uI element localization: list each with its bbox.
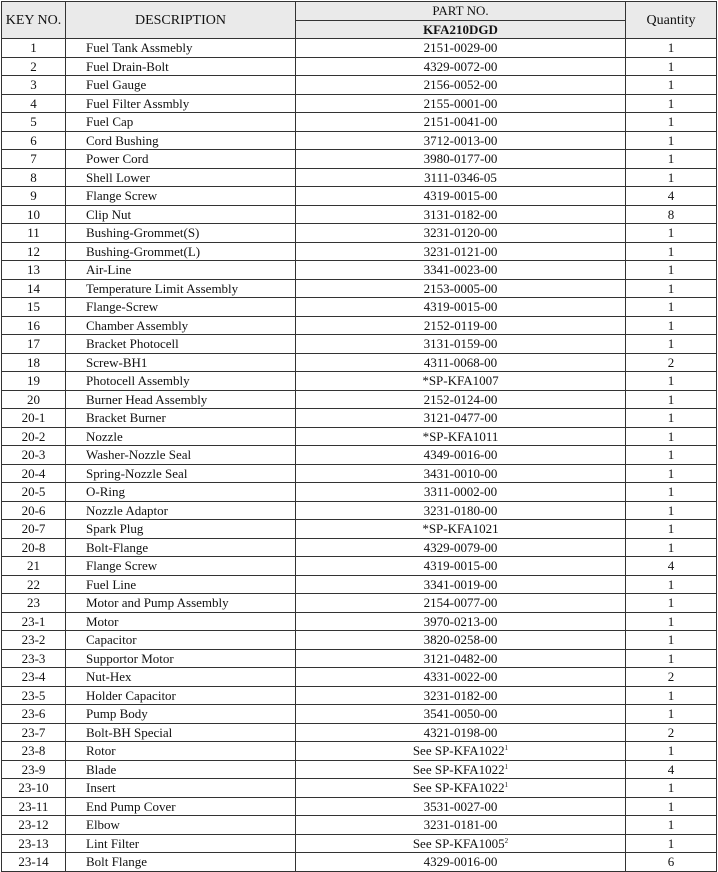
part-no-cell: [296, 723, 626, 742]
part-no-text: 4319-0015-00: [423, 558, 498, 574]
description-cell: Motor: [66, 612, 296, 631]
part-no-cell: [296, 335, 626, 354]
key-no-cell: 20-8: [2, 538, 66, 557]
key-no-cell: 20-6: [2, 501, 66, 520]
part-no-text: 3111-0346-05: [424, 169, 497, 185]
part-no-cell: [296, 298, 626, 317]
table-header: [2, 2, 717, 39]
key-no-cell: 23-5: [2, 686, 66, 705]
key-no-cell: 12: [2, 242, 66, 261]
table-row: [2, 631, 717, 650]
quantity-cell: 1: [626, 464, 717, 483]
part-no-cell: [296, 612, 626, 631]
quantity-cell: 1: [626, 779, 717, 798]
key-no-cell: 8: [2, 168, 66, 187]
part-no-cell: [296, 853, 626, 872]
quantity-cell: 2: [626, 668, 717, 687]
table-row: [2, 594, 717, 613]
part-no-text: 3231-0182-00: [423, 687, 498, 703]
table-row: [2, 390, 717, 409]
table-row: [2, 464, 717, 483]
table-row: [2, 649, 717, 668]
description-cell: Spark Plug: [66, 520, 296, 539]
part-no-text: 4319-0015-00: [423, 188, 498, 204]
description-cell: Insert: [66, 779, 296, 798]
key-no-cell: 22: [2, 575, 66, 594]
key-no-cell: 23-10: [2, 779, 66, 798]
part-no-cell: [296, 113, 626, 132]
header-model-number: KFA210DGD: [296, 20, 626, 39]
key-no-cell: 23-4: [2, 668, 66, 687]
table-row: [2, 853, 717, 872]
table-row: [2, 501, 717, 520]
quantity-cell: 1: [626, 335, 717, 354]
part-no-text: 4331-0022-00: [423, 669, 498, 685]
key-no-cell: 2: [2, 57, 66, 76]
table-body: [2, 39, 717, 872]
quantity-cell: 1: [626, 705, 717, 724]
description-cell: Air-Line: [66, 261, 296, 280]
quantity-cell: 1: [626, 520, 717, 539]
part-no-cell: [296, 501, 626, 520]
table-row: [2, 612, 717, 631]
quantity-cell: 1: [626, 372, 717, 391]
part-no-cell: [296, 187, 626, 206]
description-cell: Bracket Burner: [66, 409, 296, 428]
description-cell: Photocell Assembly: [66, 372, 296, 391]
part-no-text: 3231-0120-00: [423, 225, 498, 241]
part-no-text: 2156-0052-00: [423, 77, 498, 93]
footnote-marker: 1: [504, 762, 509, 771]
description-cell: Fuel Filter Assmbly: [66, 94, 296, 113]
quantity-cell: 1: [626, 631, 717, 650]
table-row: [2, 316, 717, 335]
key-no-cell: 20-1: [2, 409, 66, 428]
part-no-cell: [296, 261, 626, 280]
key-no-cell: 23-13: [2, 834, 66, 853]
table-row: [2, 742, 717, 761]
quantity-cell: 1: [626, 649, 717, 668]
description-cell: Flange Screw: [66, 187, 296, 206]
table-row: [2, 187, 717, 206]
part-no-cell: [296, 668, 626, 687]
table-row: [2, 575, 717, 594]
part-no-cell: [296, 446, 626, 465]
description-cell: Fuel Tank Assmebly: [66, 39, 296, 58]
table-row: [2, 834, 717, 853]
part-no-cell: [296, 464, 626, 483]
part-no-cell: [296, 520, 626, 539]
description-cell: Spring-Nozzle Seal: [66, 464, 296, 483]
quantity-cell: 1: [626, 113, 717, 132]
part-no-text: 3121-0477-00: [423, 410, 498, 426]
part-no-text: 3341-0023-00: [423, 262, 498, 278]
part-no-text: 2151-0029-00: [423, 40, 498, 56]
part-no-text: 3131-0159-00: [423, 336, 498, 352]
key-no-cell: 4: [2, 94, 66, 113]
part-no-text: 4329-0079-00: [423, 539, 498, 555]
table-row: [2, 261, 717, 280]
table-row: [2, 224, 717, 243]
quantity-cell: 1: [626, 57, 717, 76]
description-cell: Screw-BH1: [66, 353, 296, 372]
key-no-cell: 5: [2, 113, 66, 132]
part-no-cell: [296, 779, 626, 798]
description-cell: Nozzle: [66, 427, 296, 446]
key-no-cell: 20-5: [2, 483, 66, 502]
part-no-text: See SP-KFA1022: [412, 780, 505, 796]
key-no-cell: 23-6: [2, 705, 66, 724]
description-cell: Holder Capacitor: [66, 686, 296, 705]
quantity-cell: 1: [626, 501, 717, 520]
description-cell: Chamber Assembly: [66, 316, 296, 335]
key-no-cell: 3: [2, 76, 66, 95]
table-row: [2, 353, 717, 372]
description-cell: Clip Nut: [66, 205, 296, 224]
table-row: [2, 76, 717, 95]
table-row: [2, 94, 717, 113]
part-no-text: 3231-0181-00: [423, 817, 498, 833]
description-cell: Flange Screw: [66, 557, 296, 576]
part-no-cell: [296, 57, 626, 76]
part-no-cell: [296, 168, 626, 187]
description-cell: Bushing-Grommet(L): [66, 242, 296, 261]
part-no-text: 3531-0027-00: [423, 798, 498, 814]
part-no-text: See SP-KFA1005: [412, 835, 505, 851]
key-no-cell: 23-14: [2, 853, 66, 872]
part-no-text: 3820-0258-00: [423, 632, 498, 648]
key-no-cell: 15: [2, 298, 66, 317]
part-no-cell: [296, 742, 626, 761]
key-no-cell: 20: [2, 390, 66, 409]
key-no-cell: 20-3: [2, 446, 66, 465]
description-cell: Motor and Pump Assembly: [66, 594, 296, 613]
key-no-cell: 20-7: [2, 520, 66, 539]
description-cell: Elbow: [66, 816, 296, 835]
description-cell: Cord Bushing: [66, 131, 296, 150]
key-no-cell: 19: [2, 372, 66, 391]
quantity-cell: 1: [626, 279, 717, 298]
quantity-cell: 1: [626, 298, 717, 317]
table-row: [2, 279, 717, 298]
description-cell: Pump Body: [66, 705, 296, 724]
part-no-text: 2152-0119-00: [423, 317, 498, 333]
part-no-text: 4349-0016-00: [423, 447, 498, 463]
description-cell: Bolt Flange: [66, 853, 296, 872]
part-no-text: 4319-0015-00: [423, 299, 498, 315]
key-no-cell: 23-2: [2, 631, 66, 650]
description-cell: Washer-Nozzle Seal: [66, 446, 296, 465]
header-part-no: PART NO.: [296, 2, 626, 21]
table-row: [2, 150, 717, 169]
quantity-cell: 1: [626, 76, 717, 95]
description-cell: Fuel Cap: [66, 113, 296, 132]
part-no-cell: [296, 316, 626, 335]
table-row: [2, 131, 717, 150]
key-no-cell: 23-9: [2, 760, 66, 779]
key-no-cell: 7: [2, 150, 66, 169]
quantity-cell: 1: [626, 427, 717, 446]
part-no-cell: [296, 705, 626, 724]
description-cell: Capacitor: [66, 631, 296, 650]
key-no-cell: 23-7: [2, 723, 66, 742]
table-row: [2, 668, 717, 687]
table-row: [2, 557, 717, 576]
key-no-cell: 21: [2, 557, 66, 576]
quantity-cell: 1: [626, 39, 717, 58]
quantity-cell: 1: [626, 483, 717, 502]
part-no-cell: [296, 557, 626, 576]
key-no-cell: 10: [2, 205, 66, 224]
part-no-text: 3970-0213-00: [423, 613, 498, 629]
table-row: [2, 57, 717, 76]
quantity-cell: 4: [626, 760, 717, 779]
description-cell: Fuel Drain-Bolt: [66, 57, 296, 76]
key-no-cell: 23-11: [2, 797, 66, 816]
quantity-cell: 2: [626, 723, 717, 742]
part-no-cell: [296, 131, 626, 150]
quantity-cell: 1: [626, 686, 717, 705]
part-no-cell: [296, 76, 626, 95]
part-no-text: See SP-KFA1022: [412, 761, 505, 777]
part-no-cell: [296, 94, 626, 113]
part-no-text: 3341-0019-00: [423, 576, 498, 592]
description-cell: End Pump Cover: [66, 797, 296, 816]
description-cell: Flange-Screw: [66, 298, 296, 317]
part-no-text: 4321-0198-00: [423, 724, 498, 740]
quantity-cell: 1: [626, 94, 717, 113]
quantity-cell: 1: [626, 575, 717, 594]
quantity-cell: 1: [626, 409, 717, 428]
table-row: [2, 335, 717, 354]
quantity-cell: 1: [626, 242, 717, 261]
table-row: [2, 113, 717, 132]
header-quantity: Quantity: [626, 2, 717, 39]
quantity-cell: 1: [626, 261, 717, 280]
description-cell: Fuel Gauge: [66, 76, 296, 95]
key-no-cell: 1: [2, 39, 66, 58]
key-no-cell: 23-12: [2, 816, 66, 835]
quantity-cell: 8: [626, 205, 717, 224]
part-no-text: *SP-KFA1021: [422, 521, 499, 537]
part-no-cell: [296, 594, 626, 613]
part-no-cell: [296, 242, 626, 261]
key-no-cell: 20-4: [2, 464, 66, 483]
quantity-cell: 2: [626, 353, 717, 372]
part-no-cell: [296, 409, 626, 428]
part-no-text: *SP-KFA1007: [422, 373, 499, 389]
key-no-cell: 16: [2, 316, 66, 335]
description-cell: Fuel Line: [66, 575, 296, 594]
table-row: [2, 446, 717, 465]
footnote-marker: 1: [504, 744, 509, 753]
part-no-cell: [296, 150, 626, 169]
part-no-text: 2155-0001-00: [423, 95, 498, 111]
part-no-cell: [296, 390, 626, 409]
key-no-cell: 23-3: [2, 649, 66, 668]
description-cell: Temperature Limit Assembly: [66, 279, 296, 298]
part-no-text: 4329-0072-00: [423, 58, 498, 74]
footnote-marker: 1: [504, 781, 509, 790]
key-no-cell: 9: [2, 187, 66, 206]
key-no-cell: 14: [2, 279, 66, 298]
table-row: [2, 242, 717, 261]
part-no-cell: [296, 279, 626, 298]
part-no-text: 3131-0182-00: [423, 206, 498, 222]
quantity-cell: 1: [626, 612, 717, 631]
table-row: [2, 427, 717, 446]
quantity-cell: 1: [626, 538, 717, 557]
part-no-text: 4329-0016-00: [423, 854, 498, 870]
description-cell: Burner Head Assembly: [66, 390, 296, 409]
part-no-cell: [296, 483, 626, 502]
part-no-cell: [296, 686, 626, 705]
part-no-cell: [296, 797, 626, 816]
part-no-text: *SP-KFA1011: [422, 428, 499, 444]
part-no-cell: [296, 39, 626, 58]
part-no-cell: [296, 760, 626, 779]
description-cell: Power Cord: [66, 150, 296, 169]
part-no-text: 2153-0005-00: [423, 280, 498, 296]
part-no-cell: [296, 816, 626, 835]
part-no-cell: [296, 631, 626, 650]
table-row: [2, 705, 717, 724]
description-cell: O-Ring: [66, 483, 296, 502]
header-key-no: KEY NO.: [2, 2, 66, 39]
parts-list-table: [1, 1, 717, 872]
table-row: [2, 760, 717, 779]
key-no-cell: 11: [2, 224, 66, 243]
description-cell: Nozzle Adaptor: [66, 501, 296, 520]
description-cell: Rotor: [66, 742, 296, 761]
part-no-cell: [296, 575, 626, 594]
part-no-text: 3541-0050-00: [423, 706, 498, 722]
table-row: [2, 538, 717, 557]
part-no-text: 3231-0180-00: [423, 502, 498, 518]
description-cell: Nut-Hex: [66, 668, 296, 687]
quantity-cell: 1: [626, 594, 717, 613]
part-no-cell: [296, 649, 626, 668]
quantity-cell: 1: [626, 316, 717, 335]
part-no-cell: [296, 205, 626, 224]
table-row: [2, 779, 717, 798]
key-no-cell: 20-2: [2, 427, 66, 446]
part-no-text: 2151-0041-00: [423, 114, 498, 130]
table-row: [2, 372, 717, 391]
key-no-cell: 23-1: [2, 612, 66, 631]
table-row: [2, 816, 717, 835]
key-no-cell: 23: [2, 594, 66, 613]
table-row: [2, 409, 717, 428]
part-no-text: 3980-0177-00: [423, 151, 498, 167]
quantity-cell: 4: [626, 557, 717, 576]
part-no-cell: [296, 538, 626, 557]
quantity-cell: 1: [626, 224, 717, 243]
key-no-cell: 6: [2, 131, 66, 150]
part-no-text: 4311-0068-00: [423, 354, 498, 370]
key-no-cell: 17: [2, 335, 66, 354]
part-no-text: 2154-0077-00: [423, 595, 498, 611]
quantity-cell: 6: [626, 853, 717, 872]
description-cell: Lint Filter: [66, 834, 296, 853]
table-row: [2, 520, 717, 539]
table-row: [2, 686, 717, 705]
footnote-marker: 2: [504, 836, 509, 845]
description-cell: Bracket Photocell: [66, 335, 296, 354]
table-row: [2, 797, 717, 816]
description-cell: Shell Lower: [66, 168, 296, 187]
part-no-cell: [296, 427, 626, 446]
part-no-text: 3121-0482-00: [423, 650, 498, 666]
description-cell: Bolt-BH Special: [66, 723, 296, 742]
part-no-text: 2152-0124-00: [423, 391, 498, 407]
table-row: [2, 483, 717, 502]
key-no-cell: 23-8: [2, 742, 66, 761]
table-row: [2, 723, 717, 742]
quantity-cell: 1: [626, 834, 717, 853]
quantity-cell: 1: [626, 816, 717, 835]
quantity-cell: 1: [626, 150, 717, 169]
part-no-text: 3231-0121-00: [423, 243, 498, 259]
part-no-cell: [296, 834, 626, 853]
table-row: [2, 39, 717, 58]
part-no-text: See SP-KFA1022: [412, 743, 505, 759]
key-no-cell: 13: [2, 261, 66, 280]
part-no-text: 3712-0013-00: [423, 132, 498, 148]
description-cell: Bushing-Grommet(S): [66, 224, 296, 243]
description-cell: Blade: [66, 760, 296, 779]
table-row: [2, 168, 717, 187]
quantity-cell: 1: [626, 797, 717, 816]
description-cell: Bolt-Flange: [66, 538, 296, 557]
part-no-cell: [296, 372, 626, 391]
quantity-cell: 1: [626, 742, 717, 761]
part-no-text: 3311-0002-00: [423, 484, 498, 500]
part-no-cell: [296, 224, 626, 243]
quantity-cell: 1: [626, 446, 717, 465]
table-row: [2, 205, 717, 224]
quantity-cell: 4: [626, 187, 717, 206]
table-row: [2, 298, 717, 317]
description-cell: Supportor Motor: [66, 649, 296, 668]
quantity-cell: 1: [626, 390, 717, 409]
quantity-cell: 1: [626, 168, 717, 187]
key-no-cell: 18: [2, 353, 66, 372]
header-description: DESCRIPTION: [66, 2, 296, 39]
part-no-text: 3431-0010-00: [423, 465, 498, 481]
part-no-cell: [296, 353, 626, 372]
quantity-cell: 1: [626, 131, 717, 150]
